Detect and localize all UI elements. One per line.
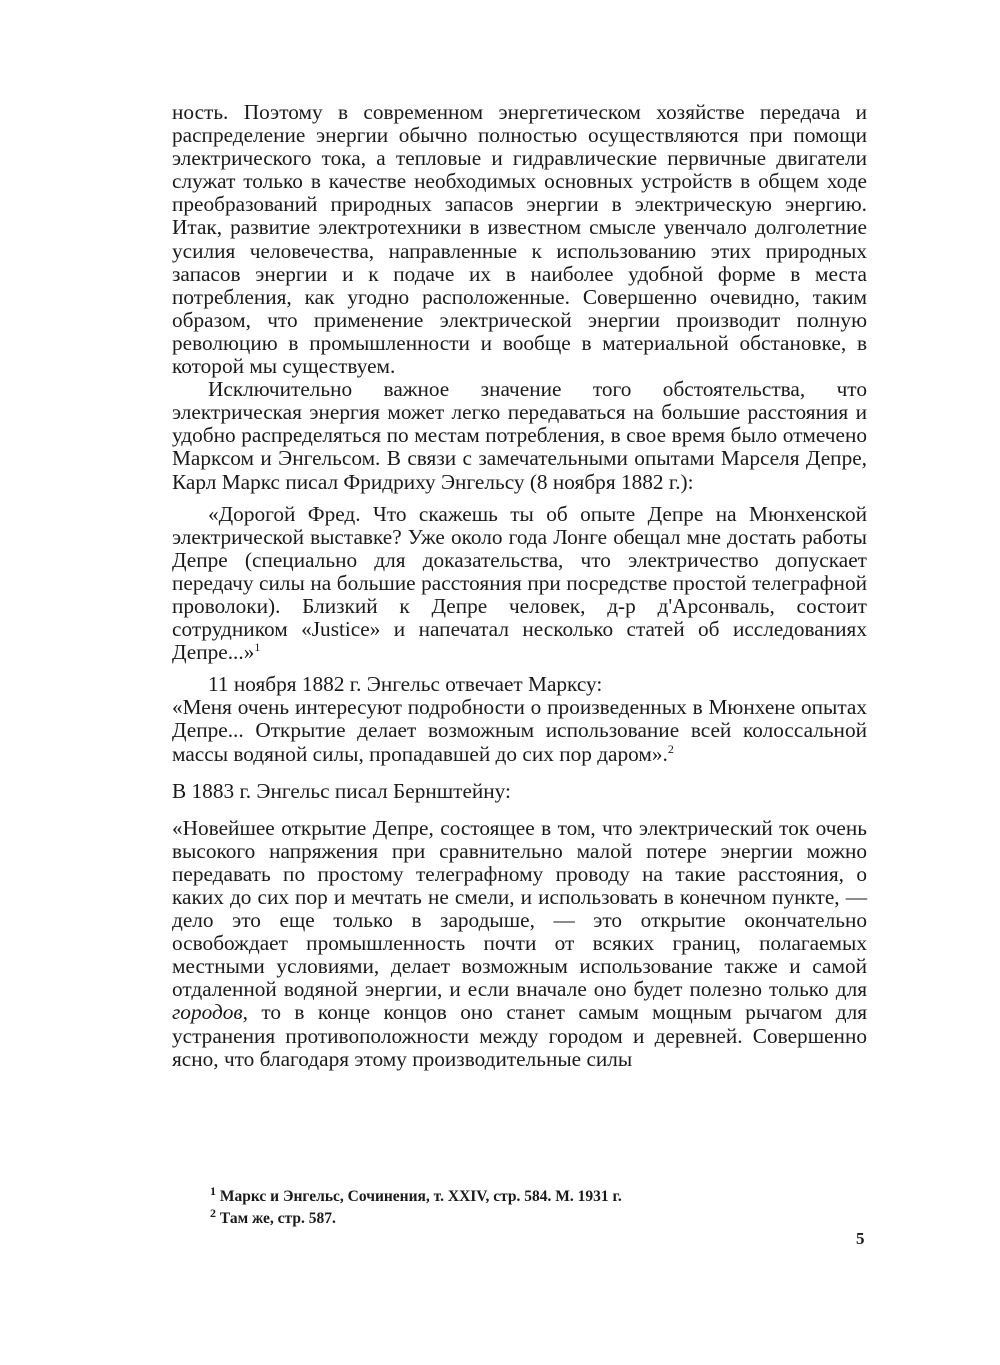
emphasis: городов [172,1000,243,1025]
page-number: 5 [856,1229,865,1248]
paragraph: В 1883 г. Энгельс писал Бернштейну: [172,778,511,803]
footnote: $^2$ Там же, стр. 587. [210,1205,336,1227]
footnotes [210,1183,850,1230]
footnote-ref: 1 [254,640,261,655]
paragraph: 11 ноября 1882 г. Энгельс отвечает Марксу: [208,672,603,697]
quote-marx: «Дорогой Фред. Что скажешь ты об опыте Депре на Мюнхенской электрической выставке? Уже около года Лонге обещал мне достать работы Депре (специально для доказательства, что электричество допускает передачу силы на большие расстояния при посредстве простой телеграфной проволоки). Близкий к Депре человек, д-р д'Арсонваль, состоит сотрудником «Justice» и напечатал несколько статей об исследованиях Депре...»$^1$ [172,501,867,665]
footnote: $^1$ Маркс и Энгельс, Сочинения, т. XXIV, стр. 584. М. 1931 г. [210,1183,622,1205]
paragraph: Исключительно важное значение того обстоятельства, что электрическая энергия может легко передаваться на большие расстояния и удобно распределяться по местам потребления, в свое время было отмечено Марксом и Энгельсом. В связи с замечательными опытами Марселя Депре, Карл Маркс писал Фридриху Энгельсу (8 ноября 1882 г.): [172,377,867,494]
quote-engels: «Меня очень интересуют подробности о произведенных в Мюнхене опытах Депре... Открытие делает возможным использование всей колоссальной массы водяной силы, пропадавшей до сих пор даром».$^2$ [172,695,867,766]
main-text [172,101,867,1071]
paragraph: ность. Поэтому в современном энергетическом хозяйстве передача и распределение энергии обычно полностью осуществляются при помощи электрического тока, а тепловые и гидравлические первичные двигатели служат только в качестве необходимых основных устройств в общем ходе преобразований природных запасов энергии в электрическую энергию. Итак, развитие электротехники в известном смысле увенчало долголетние усилия человечества, направленные к использованию этих природных запасов энергии и к подаче их в наиболее удобной форме в места потребления, как угодно расположенные. Совершенно очевидно, таким образом, что применение электрической энергии производит полную революцию в промышленности и вообще в материальной обстановке, в которой мы существуем. [172,100,867,379]
footnote-ref: 2 [667,741,674,756]
quote-bernstein: «Новейшее открытие Депре, состоящее в том, что электрический ток очень высокого напряжения при сравнительно малой потере энергии можно передавать по простому телеграфному проводу на такие расстояния, о каких до сих пор и мечтать не смели, и использовать в конечном пункте, — дело это еще только в зародыше, — это открытие окончательно освобождает промышленность почти от всяких границ, полагаемых местными условиями, делает возможным использование также и самой отдаленной водяной энергии, и если вначале оно будет полезно только для городов, то в конце концов оно станет самым мощным рычагом для устранения противоположности между городом и деревней. Совершенно ясно, что благодаря этому производительные силы [172,815,867,1071]
